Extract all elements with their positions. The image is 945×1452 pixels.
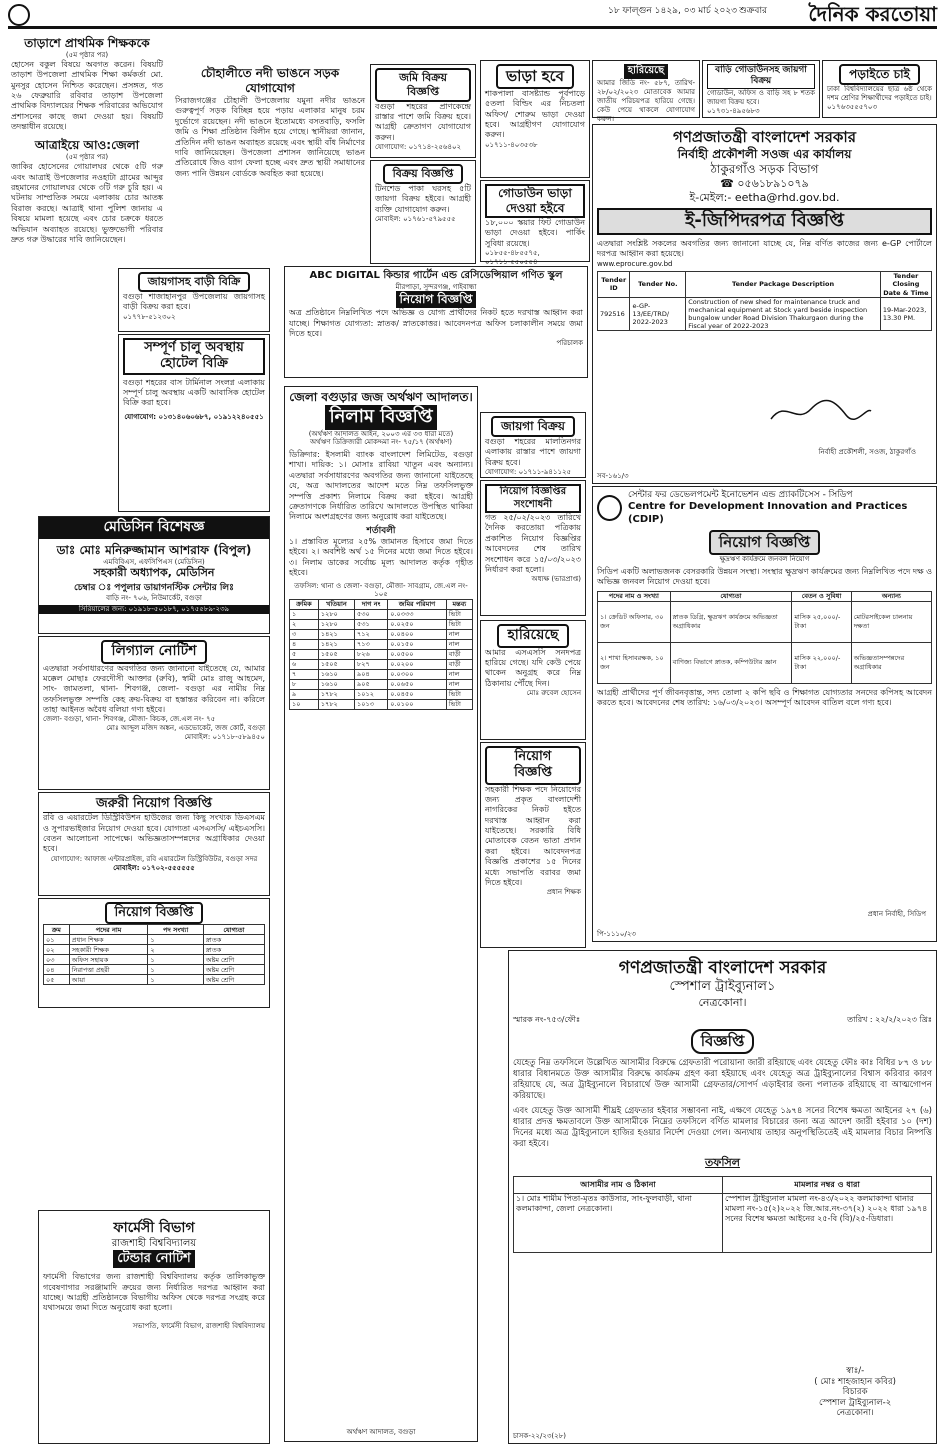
table-row	[290, 610, 473, 620]
th: জমির পরিমাণ	[388, 600, 446, 610]
cell: ১০১৩	[355, 700, 388, 710]
logo-circle-icon	[8, 4, 30, 26]
schedule-label: তফসিল: থানা ও জেলা- বগুড়া, মৌজা- সাবগ্রাম, জে.এল নং- ১০৫	[294, 581, 468, 599]
table-row	[598, 601, 932, 642]
cell: ০৪	[44, 965, 70, 975]
ad-title: বাড়ি গোডাউনসহ জায়গা বিক্রয়	[707, 64, 815, 89]
auction-table	[289, 599, 473, 710]
clinic-name: চেম্বার ঃ পপুলার ডায়াগনস্টিক সেন্টার লিঃ	[74, 583, 234, 593]
cell: ২	[148, 945, 203, 955]
org-name-bn: সেন্টার ফর ডেভেলপমেন্ট ইনোভেশন এন্ড প্র্যাকটিসেস - সিডিপ	[627, 490, 853, 500]
story-body: জাকির হোসেনের গোয়ালঘর থেকে ৫টি গরু এবং আত্রাই উপজেলার নওহাটা গ্রামের আব্দুর রহমানের গোয়ালঘর থেকে ৩টি গরু চুরি হয়। এ ঘটনায় সাম্প্রতিক সময়ে এলাকায় চোর আতঙ্ক বিরাজ করছে। আত্রাই থানা পুলিশ জানায় এ বিষয়ে মামলা হয়েছে এবং চোর চক্রকে ধরতে অভিযান অব্যাহত রয়েছে। ভুক্তভোগী পরিবার দ্রুত গরু উদ্ধারের দাবি জানিয়েছেন।	[11, 162, 163, 244]
cell: আয়া	[69, 975, 148, 985]
th: পদ সংখ্যা	[148, 925, 203, 935]
th: ক্রমিক	[290, 600, 319, 610]
ad-sign: নির্বাহী প্রকৌশলী, সওজ, ঠাকুরগাঁও	[818, 448, 916, 457]
ad-body: ১৮,০০০ স্কয়ার ফিট গোডাউন ভাড়া দেওয়া হইবে। পার্কিং সুবিধা রয়েছে।	[485, 218, 585, 248]
cell: ভিটা	[446, 620, 472, 630]
story-title: আত্রাইয়ে আও:জেলা	[34, 138, 140, 153]
th: অন্যান্য	[851, 591, 931, 601]
terms-title: শর্তাবলী	[366, 525, 396, 536]
th: ক্রম	[44, 925, 70, 935]
cell: ০.০৪৫০	[388, 690, 446, 700]
ad-contact: যোগাযোগ: ০১৩১৪০৬০৬৮৭, ০১৯১২২৪০৫৫১	[124, 412, 264, 421]
table-row	[290, 640, 473, 650]
cell: ৭১৩	[355, 640, 388, 650]
ad-title: নিয়োগ বিজ্ঞপ্তি	[396, 291, 477, 308]
page-header	[8, 4, 937, 29]
cell: ৩	[290, 630, 319, 640]
ad-godown-sale	[702, 60, 820, 118]
th: পদের নাম	[69, 925, 148, 935]
doctor-post: সহকারী অধ্যাপক, মেডিসিন	[93, 566, 215, 580]
memo-date: তারিখ : ২২/২/২০২৩ খ্রিঃ	[847, 1015, 932, 1025]
table-row	[290, 620, 473, 630]
cell: e-GP-13/EE/TRD/ 2022-2023	[630, 297, 686, 331]
cell: ৯০৪	[355, 670, 388, 680]
ad-sign: প্রধান নির্বাহী, সিডিপ	[867, 910, 926, 919]
ad-cdip	[592, 486, 937, 942]
gov-title: গণপ্রজাতন্ত্রী বাংলাদেশ সরকার	[673, 128, 856, 146]
gov-title: গণপ্রজাতন্ত্রী বাংলাদেশ সরকার	[618, 958, 827, 978]
cell: ১৬১০	[318, 670, 354, 680]
tribunal-name-sign: স্পেশাল ট্রাইব্যুনাল-২	[818, 1397, 892, 1408]
th: খতিয়ান	[318, 600, 354, 610]
story-cont: (৫ম পৃষ্ঠার পর)	[65, 51, 109, 59]
tender-table	[597, 271, 932, 331]
table-row	[598, 297, 932, 331]
ad-body: গত ২৫/০২/২০২৩ তারিখে দৈনিক করতোয়া পত্রিকায় প্রকাশিত নিয়োগ বিজ্ঞপ্তির আবেদনের শেষ তারিখ সংশোধন করে ১৫/০৩/২০২৩ নির্ধারণ করা হলো।	[485, 513, 581, 574]
ad-lost-2	[592, 60, 700, 123]
ad-contact: যোগাযোগ: আফাজ এন্টারপ্রাইজ, রবি এয়ারটেল ডিস্ট্রিবিউটর, বগুড়া সদর	[50, 854, 258, 863]
office-name: নির্বাহী প্রকৌশলী সওজ এর কার্যালয়	[677, 146, 852, 161]
ad-body: টিনশেড পাকা ঘরসহ ৫টি জায়গা বিক্রয় হইবে। আগ্রহী ব্যক্তি যোগাযোগ করুন।	[375, 183, 471, 214]
ad-body: ফার্মেসী বিভাগের জন্য রাজশাহী বিশ্ববিদ্যালয় কর্তৃক তালিকাভুক্ত গবেষণাগার সরঞ্জামাদি ক্রয়ের জন্য নির্ধারিত দরপত্র আহ্বান করা যাচ্ছে। আগ্রহী প্রতিষ্ঠানকে বিভাগীয় অফিস থেকে দরপত্র সংগ্রহ করে যথাসময়ে জমা দিতে অনুরোধ করা হলো।	[43, 1272, 265, 1313]
clinic-address: বাড়ি নং- ৭০৬, নিউমার্কেট, বগুড়া	[106, 594, 202, 603]
ad-title: বিজ্ঞপ্তি	[691, 1029, 755, 1054]
cell: ১৪২১	[318, 640, 354, 650]
division-name: ঠাকুরগাঁও সড়ক বিভাগ	[710, 161, 819, 176]
cell: ০.০১৫০	[388, 640, 446, 650]
cell: ৯	[290, 690, 319, 700]
ad-medicine	[38, 516, 270, 634]
cell: ১০১২	[355, 690, 388, 700]
para-1: যেহেতু নিম্ন তফসিলে উল্লেখিত আসামীর বিরুদ্ধে গ্রেফতারী পরোয়ানা জারী রহিয়াছে এবং যেহেতু ফৌঃ কাঃ বিধির ৮৭ ও ৮৮ ধারার বিধানমতে উক্ত আসামীর বিরুদ্ধে কার্যক্রম গ্রহণ করা হইয়াছে এবং যেহেতু অত্র ট্রাইব্যুনালের বিশ্বাস করিবার কারণ রহিয়াছে যে, অত্র ট্রাইব্যুনালে বিচারার্থে উক্ত আসামী গ্রেফতার/সোপর্দ এড়াইবার জন্য পলাতক রহিয়াছে বা আত্মগোপন করিয়াছে।	[513, 1058, 932, 1102]
ad-godown-rent	[480, 180, 590, 266]
judge-title: বিচারক	[842, 1387, 868, 1398]
table-row	[44, 945, 265, 955]
th: Tender ID	[598, 272, 630, 297]
cell: প্রধান শিক্ষক	[69, 935, 148, 945]
ad-body: অত্র প্রতিষ্ঠানে নিম্নলিখিত পদে অভিজ্ঞ ও যোগ্য প্রার্থীদের নিকট হতে দরখাস্ত আহ্বান করা যাচ্ছে। শিক্ষাগত যোগ্যতা: স্নাতক/ স্নাতকোত্তর। আবেদনপত্র অফিস চলাকালীন সময়ে জমা দিতে হবে।	[289, 308, 583, 339]
cell: ১২৮০	[318, 620, 354, 630]
ad-mobile: মোবাইল: ০১৭১৮-৫৮৯৪৫০	[184, 732, 265, 741]
ad-contact: মোবাইল: ০১৭৬১-৫৭৯৫৫৫	[375, 214, 456, 223]
ad-title: সম্পূর্ণ চালু অবস্থায় হোটেল বিক্রি	[123, 338, 265, 375]
ad-legal-notice	[38, 636, 270, 790]
cell: ০৫	[44, 975, 70, 985]
ad-title: নিলাম বিজ্ঞপ্তি	[325, 405, 436, 430]
doctor-name: ডাঃ মোঃ মনিরুজ্জামান আশরাফ (বিপুল)	[56, 542, 252, 557]
ad-title: পড়াইতে চাই	[839, 64, 920, 85]
ad-sign: অর্থঋণ আদালত, বগুড়া	[346, 1428, 416, 1437]
schedule-table	[513, 1176, 932, 1253]
ad-terms: আগ্রহী প্রার্থীদের পূর্ণ জীবনবৃত্তান্ত, সদ্য তোলা ২ কপি ছবি ও শিক্ষাগত যোগ্যতার সনদের কপিসহ আবেদন করতে হবে। আবেদনের শেষ তারিখ: ১৬/০৩/২০২৩। অসম্পূর্ণ আবেদন বাতিল বলে গণ্য হবে।	[597, 687, 932, 707]
cell: বাড়ী	[446, 650, 472, 660]
ad-title: ই-জিপিদরপত্র বিজ্ঞপ্তি	[597, 208, 932, 235]
cell: ৮	[290, 680, 319, 690]
ad-urgent-recruit	[38, 792, 270, 896]
cell: Construction of new shed for maintenance truck and mechanical equipment at Stock yard beside inspection bungalow under Road Division Thakurgaon during the Fiscal year of 2022-2023	[686, 297, 881, 331]
table-row	[290, 650, 473, 660]
ad-title: জায়গা বিক্রয়	[491, 416, 575, 437]
cell: ০.০৩০০	[388, 670, 446, 680]
table-row	[598, 642, 932, 683]
ad-tribunal-notice	[508, 950, 937, 1444]
paper-name: দৈনিক করতোয়া	[808, 2, 937, 26]
ad-intro: সিডিপ একটি অলাভজনক বেসরকারি উন্নয়ন সংস্থা। সংস্থার ক্ষুদ্রঋণ কার্যক্রমের জন্য নিম্নলিখিত পদে দক্ষ ও অভিজ্ঞ জনবল নিয়োগ দেওয়া হবে।	[597, 566, 932, 587]
ad-mobile: মোবাইল: ০১৭০২-৫৫৫৫৫৫	[113, 863, 195, 872]
ad-title: নিয়োগ বিজ্ঞপ্তি	[105, 902, 204, 924]
ad-school-recruit	[284, 266, 588, 378]
cell: ৯০৫	[355, 680, 388, 690]
cell: ১	[148, 965, 203, 975]
table-row	[290, 690, 473, 700]
cell: 19-Mar-2023, 13.30 PM.	[880, 297, 931, 331]
cell: ২	[290, 620, 319, 630]
clinic-phone: সিরিয়ালের জন্য: ০১৯১৮-৫০১৮৭, ০১৭৫৫৮৯-২৩৯	[39, 605, 269, 614]
ad-rent	[480, 60, 590, 178]
table-row	[290, 660, 473, 670]
ad-intro: এতদ্বারা সংশ্লিষ্ট সকলের অবগতির জন্য জানানো যাচ্ছে যে, নিম্ন বর্ণিত কাজের জন্য e-GP পোর্টালে দরপত্র আহ্বান করা হয়েছে।	[597, 238, 932, 259]
cdip-logo-icon	[597, 495, 622, 521]
ad-title: জায়গাসহ বাড়ী বিক্রি	[138, 272, 251, 292]
th: মন্তব্য	[446, 600, 472, 610]
sign-line: স্বাঃ/-	[846, 1365, 865, 1376]
ad-correction	[480, 480, 586, 616]
tribunal-name: স্পেশাল ট্রাইব্যুনাল১	[669, 979, 776, 995]
cell: সহকারী শিক্ষক	[69, 945, 148, 955]
cell: ১৫০৫	[318, 650, 354, 660]
cell: স্নাতক ডিগ্রি, ক্ষুদ্রঋণ কার্যক্রমে অভিজ্ঞতা অগ্রাধিকার	[670, 601, 792, 642]
ad-contact: ০১৮৫৫-৪৮৫৫৭৫, ০১৭১১-৫৫০৫৫৪	[485, 249, 540, 266]
th: আসামীর নাম ও ঠিকানা	[514, 1177, 723, 1194]
ad-contact: ০১৭১১-৪০৩৫৩৮	[485, 140, 538, 149]
table-row	[44, 965, 265, 975]
school-name: ABC DIGITAL কিন্ডার গার্টেন এন্ড রেসিডেন্সিয়াল গণিত স্কুল	[309, 270, 563, 281]
cell: ৫	[290, 650, 319, 660]
header-date: ১৮ ফাল্গুন ১৪২৯, ০৩ মার্চ ২০২৩	[608, 6, 738, 16]
cell: ০.০৪০০	[388, 630, 446, 640]
ad-sign: মোঃ রুবেল হোসেন	[526, 689, 581, 698]
story-cont: (৫ম পৃষ্ঠার পর)	[65, 153, 109, 162]
ad-body: সহকারী শিক্ষক পদে নিয়োগের জন্য প্রকৃত বাংলাদেশী নাগরিকের নিকট হইতে দরখাস্ত আহ্বান করা যাইতেছে। সরকারি বিধি মোতাবেক বেতন ভাতা প্রদান করা হইবে। আবেদনপত্র বিজ্ঞপ্তি প্রকাশের ১৫ দিনের মধ্যে সভাপতি বরাবর জমা দিতে হইবে।	[485, 784, 581, 888]
ad-body: এতদ্বারা সর্বসাধারণের অবগতির জন্য জানানো যাইতেছে যে, আমার মক্কেল মোছাঃ ফেরদৌসী আক্তার (রুবি), স্বামী মোঃ রাজু আহমেদ, সাং- জামতলা, থানা- শিবগঞ্জ, জেলা- বগুড়া এর নামীয় নিম্ন তফসিলভুক্ত সম্পত্তি কেহ ক্রয়-বিক্রয় বা হস্তান্তর করিবেন না। করিলে তাহা আইনত অবৈধ বলিয়া গণ্য হইবে।	[43, 663, 265, 715]
ad-ref: সব-১৬১/৩	[597, 472, 629, 481]
cell: ১৭৮২	[318, 690, 354, 700]
th: বেতন ও সুবিধা	[792, 591, 851, 601]
ad-body: গোডাউন, অফিস ও বাড়ি সহ ৮ শতক জায়গা বিক্রয় হবে।	[707, 88, 815, 106]
memo-number: স্মারক নং-৭৫৩/ফৌঃ	[513, 1015, 581, 1025]
uni-name: রাজশাহী বিশ্ববিদ্যালয়	[111, 1237, 197, 1249]
cell: ৮২৬	[355, 650, 388, 660]
th: যোগ্যতা	[203, 925, 264, 935]
table-row	[290, 670, 473, 680]
table-row	[514, 1194, 932, 1253]
cell: স্নাতক	[203, 945, 264, 955]
table-row	[290, 700, 473, 710]
ad-body: আমার জিডি নং- ৫৮৭, তারিখ- ২৮/০২/২০২৩ মোতাবেক আমার জাতীয় পরিচয়পত্র হারিয়ে গেছে। কেউ পেয়ে থাকলে যোগাযোগ করুন।	[597, 78, 695, 123]
cell: ১	[148, 975, 203, 985]
cell: ২। শাখা হিসাবরক্ষক, ১০ জন	[598, 642, 671, 683]
story-body: হোসেন বকুল বিষয়ে অবগত করেন। বিষয়টি তাড়াশ উপজেলা প্রাথমিক শিক্ষা কর্মকর্তা মো. মুনসুর হোসেন নিশ্চিত করেছেন। প্রসঙ্গত, গত ২৬ ফেব্রুয়ারি রবিবার তাড়াশ উপজেলা প্রাথমিক বিদ্যালয়ের শিক্ষক পরিবারের অভিযোগ প্রশাসনের কাছে জমা দেওয়া হয়। বিষয়টি তদন্তাধীন রয়েছে।	[11, 59, 163, 132]
cell: বাড়ী	[446, 660, 472, 670]
court-heading: জেলা বগুড়ার জজ অর্থঋণ আদালত।	[289, 390, 473, 404]
cell: ০.০৩৩৩	[388, 610, 446, 620]
cell: ০৩	[44, 955, 70, 965]
cell: মাসিক ২২,০০০/- টাকা	[792, 642, 851, 683]
th: Tender Package Description	[686, 272, 881, 297]
office-phone: ০৫৬১৮৯১০৭৯	[737, 176, 809, 190]
ad-auction-notice	[284, 386, 478, 1442]
tribunal-place-sign: নেত্রকোনা।	[836, 1408, 874, 1419]
cell: মোটরসাইকেল চালনায় দক্ষতা	[851, 601, 931, 642]
ad-title: নিয়োগ বিজ্ঞপ্তি	[709, 530, 820, 555]
ad-title: নিয়োগ বিজ্ঞপ্তির সংশোধনী	[485, 484, 581, 513]
dept-name: ফার্মেসী বিভাগ	[113, 1220, 195, 1236]
court-act: (অর্থঋণ আদালত আইন, ২০০৩ এর ৩৩ ধারা মতে)	[308, 429, 454, 438]
th: মামলার নম্বর ও ধারা	[723, 1177, 932, 1194]
cell: অষ্টম শ্রেণি	[203, 975, 264, 985]
ad-banner: মেডিসিন বিশেষজ্ঞ	[39, 517, 269, 539]
ad-sale	[370, 160, 476, 264]
ad-body: ঢাকা বিশ্ববিদ্যালয়ের ছাত্র ৬ষ্ঠ থেকে দশম শ্রেণির শিক্ষার্থীদের পড়াইতে চাই।	[827, 85, 932, 103]
ad-sign: পরিচালক	[556, 339, 583, 348]
ad-contact: ০১৭৭৮-৫১২৩০২	[123, 312, 176, 321]
ad-body: আমার এসএসসি সনদপত্র হারিয়ে গেছে। যদি কেউ পেয়ে থাকেন অনুগ্রহ করে নিম্ন ঠিকানায় পৌঁছে দিন।	[485, 647, 581, 688]
story-chouhali	[172, 64, 368, 258]
ad-contact: যোগাযোগ: ০১৭১৪-২৫৬৪০২	[375, 143, 462, 152]
ad-recruit-table	[38, 898, 270, 1008]
phone-icon: ☎	[720, 176, 734, 190]
ad-pharmacy-tender	[38, 1210, 270, 1444]
story-body: সিরাজগঞ্জের চৌহালী উপজেলায় যমুনা নদীর ভাঙনে গুরুত্বপূর্ণ সড়ক বিচ্ছিন্ন হয়ে পড়ায় এলাকার মানুষ চরম দুর্ভোগে রয়েছেন। নদী ভাঙনে ইতোমধ্যে বসতবাড়ি, ফসলি জমি ও শিক্ষা প্রতিষ্ঠান বিলীন হয়ে গেছে। স্থানীয়রা জানান, প্রতিদিন নদী ভাঙন অব্যাহত রয়েছে এবং স্থায়ী বাঁধ নির্মাণের দাবি জানিয়েছেন। উপজেলা প্রশাসন জানিয়েছে ভাঙন প্রতিরোধে জিও ব্যাগ ফেলা হচ্ছে এবং দ্রুত স্থায়ী সমাধানের জন্য পানি উন্নয়ন বোর্ডকে অবহিত করা হয়েছে।	[175, 96, 365, 178]
cell: ১৪২১	[318, 630, 354, 640]
cell: ভিটা	[446, 700, 472, 710]
cell: ভিটা	[446, 610, 472, 620]
ad-title: হারিয়েছে	[624, 64, 669, 79]
th: যোগ্যতা	[670, 591, 792, 601]
office-email: ই-মেইল:- eetha@rhd.gov.bd.	[689, 190, 840, 204]
ad-subtitle: ক্ষুদ্রঋণ কার্যক্রমে জনবল নিয়োগ	[719, 555, 810, 563]
th: Tender Closing Date & Time	[880, 272, 931, 297]
para-2: এবং যেহেতু উক্ত আসামী শীঘ্রই গ্রেফতার হইবার সম্ভাবনা নাই, এক্ষণে যেহেতু ১৯৭৪ সনের বিশেষ ক্ষমতা আইনের ২৭ (৬) ধারার প্রদত্ত ক্ষমতাবলে উক্ত আসামীকে নিম্নের তফসিলে বর্ণিত মামলার বিচারের জন্য অত্র আদেশ জারী হইবার ১০ (দশ) দিনের মধ্যে অত্র ট্রাইব্যুনালে হাজির হওয়ার নির্দেশ দেওয়া গেল। অন্যথায় তাহার অনুপস্থিতিতেই এই মামলার বিচার নিষ্পত্তি করা হইবে।	[513, 1106, 932, 1150]
ad-title: গোডাউন ভাড়া দেওয়া হইবে	[485, 184, 585, 218]
ad-body: বগুড়া শহরের মালতিনগর এলাকায় রাস্তার পাশে জায়গা বিক্রয় হবে।	[485, 437, 581, 467]
cell: ৫৩০	[355, 610, 388, 620]
org-name: Centre for Development Innovation and Practices (CDIP)	[627, 501, 908, 525]
cell: ০১	[44, 935, 70, 945]
cell: নিরাপত্তা প্রহরী	[69, 965, 148, 975]
table-row	[290, 680, 473, 690]
ad-body: বগুড়া শাজাহানপুর উপজেলায় জায়গাসহ বাড়ী বিক্রয় করা হবে।	[123, 291, 265, 312]
ad-contact: ০১৭৬৩৫৫৫৭০৩	[827, 103, 878, 112]
cell: ১০	[290, 700, 319, 710]
ad-ref: পি-১১১০/২৩	[597, 930, 636, 939]
table-row	[44, 975, 265, 985]
schedule-title: তফসিল	[705, 1156, 740, 1170]
judge-name: ( মোঃ শাহজাহান কবির)	[814, 1376, 896, 1387]
ad-house-sale	[118, 268, 270, 332]
ad-body: শাকপালা বাসষ্ট্যান্ড পূর্বপাড়ে ৫তলা বিল্ডিং এর নিচতলা অফিস/ শোরুম ভাড়া দেওয়া হবে। আগ্রহীগণ যোগাযোগ করুন।	[485, 88, 585, 140]
ad-sign: সভাপতি, ফার্মেসী বিভাগ, রাজশাহী বিশ্ববিদ্যালয়	[132, 1321, 265, 1330]
court-case: অর্থঋণ ডিক্রিজারী মোকদ্দমা নং- ৭৫/১৭ (অর্থঋণ)	[310, 438, 452, 447]
cdip-table	[597, 591, 932, 684]
ad-title: নিয়োগ বিজ্ঞপ্তি	[485, 746, 581, 785]
cell: মাসিক ২৫,০০০/- টাকা	[792, 601, 851, 642]
ad-sign: প্রধান শিক্ষক	[546, 888, 581, 897]
cell: ০.০৬৫০	[388, 680, 446, 690]
school-addr: মীরপাড়া, সুন্দরগঞ্জ, গাইবান্ধা	[395, 282, 477, 291]
cell: ১। ক্রেডিট অফিসার, ৩০ জন	[598, 601, 671, 642]
ad-body: বগুড়া শহরের প্রাণকেন্দ্রে রাস্তার পাশে জমি বিক্রয় হবে। আগ্রহী ক্রেতাগণ যোগাযোগ করুন।	[375, 101, 471, 142]
ad-title: ভাড়া হবে	[496, 64, 574, 89]
th: দাগ নং	[355, 600, 388, 610]
table-row	[44, 935, 265, 945]
cell: নাল	[446, 630, 472, 640]
cell: বাণিজ্য বিভাগে স্নাতক, কম্পিউটার জ্ঞান	[670, 642, 792, 683]
cell: স্নাতক	[203, 935, 264, 945]
cell: ০.০২০০	[388, 660, 446, 670]
cell: ৭১২	[355, 630, 388, 640]
cell: ১	[290, 610, 319, 620]
cell: ৫৩১	[355, 620, 388, 630]
cell: অভিজ্ঞতাসম্পন্নদের অগ্রাধিকার	[851, 642, 931, 683]
ad-rhd-tender	[592, 124, 937, 484]
ad-sign: অধ্যক্ষ (ভারপ্রাপ্ত)	[531, 575, 581, 584]
table-row	[44, 955, 265, 965]
header-day: শুক্রবার	[739, 6, 767, 16]
ad-title: লিগ্যাল নোটিশ	[101, 640, 206, 664]
cell: ১৫০৫	[318, 660, 354, 670]
signature-icon	[766, 397, 876, 427]
cell: ০.০২৫০	[388, 620, 446, 630]
story-title: তাড়াশে প্রাথমিক শিক্ষককে	[24, 36, 150, 50]
ad-body: বগুড়া শহরের বাস টার্মিনাল সংলগ্ন এলাকায় সম্পূর্ণ চালু অবস্থায় একটি আবাসিক হোটেল বিক্রি করা হবে।	[123, 377, 265, 408]
ad-title: টেন্ডার নোটিশ	[113, 1250, 194, 1268]
cell: ০২	[44, 945, 70, 955]
ad-lost	[480, 620, 586, 740]
ad-title: হারিয়েছে	[497, 624, 568, 648]
cell: নাল	[446, 680, 472, 690]
cell: ১৭৮২	[318, 700, 354, 710]
ad-sign: মোঃ আব্দুল মজিদ অঙ্কন, এডভোকেট, জজ কোর্ট, বগুড়া	[106, 724, 265, 733]
story-title: চৌহালীতে নদী ভাঙনে সড়ক যোগাযোগ	[200, 66, 340, 95]
ad-contact: যোগাযোগ: ০১৭১১-৯৪১১২৫	[485, 468, 572, 477]
cell: ৪	[290, 640, 319, 650]
ad-title: জমি বিক্রয় বিজ্ঞপ্তি	[375, 68, 471, 102]
ad-recruit-2	[480, 742, 586, 948]
cell: ৬	[290, 660, 319, 670]
ad-land-sale	[370, 64, 476, 158]
cell: নাল	[446, 640, 472, 650]
cell: নাল	[446, 670, 472, 680]
ad-tuition	[822, 60, 937, 118]
cell: অষ্টম শ্রেণি	[203, 955, 264, 965]
ad-title: বিক্রয় বিজ্ঞপ্তি	[383, 164, 464, 184]
cell: ১২৮০	[318, 610, 354, 620]
table-row	[290, 630, 473, 640]
cell: ১	[148, 935, 203, 945]
doctor-degree: এমবিবিএস, এফসিপিএস (মেডিসিন)	[103, 557, 205, 566]
terms-body: ১। প্রস্তাবিত মূল্যের ২৫% জামানত হিসাবে জমা দিতে হইবে। ২। অবশিষ্ট অর্থ ১৫ দিনের মধ্যে জমা দিতে হইবে। ৩। নিলাম ডাকের সর্বোচ্চ মূল্য আদালত কর্তৃক গৃহীত হইবে।	[289, 536, 473, 578]
tribunal-place: নেত্রকোনা।	[698, 995, 747, 1009]
cell: ৮২৭	[355, 660, 388, 670]
cell: ১৬১০	[318, 680, 354, 690]
ad-ref: চাসক-২২/২৩(২৮)	[513, 1432, 566, 1441]
cell: স্পেশাল ট্রাইব্যুনাল মামলা নং-৪৩/২০২২ কলমাকান্দা থানার মামলা নং-১৫(২)২০২২ জি.আর.নং-৩৭(২) ২০২২ ধারা ১৯৭৪ সনের বিশেষ ক্ষমতা আইনের ২৫-বি (বি)/২৫-ডিধারা।	[723, 1194, 932, 1253]
recruit-table	[43, 924, 265, 985]
cell: অষ্টম শ্রেণি	[203, 965, 264, 975]
cell: ০.০১০০	[388, 700, 446, 710]
ad-body: রবি ও এয়ারটেল ডিস্ট্রিবিউশন হাউজের জন্য কিছু সংখ্যক ডিএসএম ও সুপারভাইজার নিয়োগ দেওয়া হবে। যোগ্যতা এসএসসি/ এইচএসসি। বেতন আলোচনা সাপেক্ষে। অভিজ্ঞতাসম্পন্নদের অগ্রাধিকার দেওয়া হবে।	[43, 813, 265, 854]
ad-contact: ০১৭৩১-৪৯৫৬৮৩	[707, 106, 760, 115]
ad-schedule: জেলা- বগুড়া, থানা- শিবগঞ্জ, মৌজা- কিচক, জে.এল নং- ৭৫	[43, 715, 216, 724]
cell: 792516	[598, 297, 630, 331]
th: পদের নাম ও সংখ্যা	[598, 591, 671, 601]
cell: অফিস সহায়ক	[69, 955, 148, 965]
cell: ১। মোঃ শামীম পিতা-মৃতঃ কাউসার, সাং-ফুলবাড়ী, থানা কলমাকান্দা, জেলা নেত্রকোনা।	[514, 1194, 723, 1253]
cell: ১	[148, 955, 203, 965]
ad-hotel-sale	[118, 334, 270, 512]
ad-land-sale-2	[480, 412, 586, 478]
ad-title: জরুরী নিয়োগ বিজ্ঞপ্তি	[43, 796, 265, 813]
cell: ০.০৫০০	[388, 650, 446, 660]
ad-body: ডিক্রিদার: ইসলামী ব্যাংক বাংলাদেশ লিমিটেড, বগুড়া শাখা। দায়িক: ১। মোসাঃ রাবিয়া খাতুন এবং অন্যান্য। এতদ্বারা সর্বসাধারণের অবগতির জন্য জানানো যাইতেছে যে, অত্র আদালতের আদেশ মতে নিম্ন তফসিলভুক্ত সম্পত্তি প্রকাশ্য নিলামে বিক্রয় করা হইবে। আগ্রহী ক্রেতাগণকে নির্ধারিত তারিখে আদালতে উপস্থিত থাকিয়া নিলামে অংশগ্রহণের জন্য অনুরোধ করা যাইতেছে।	[289, 450, 473, 522]
cell: ভিটা	[446, 690, 472, 700]
th: Tender No.	[630, 272, 686, 297]
portal-url: www.eprocure.gov.bd	[597, 259, 673, 268]
cell: ৭	[290, 670, 319, 680]
